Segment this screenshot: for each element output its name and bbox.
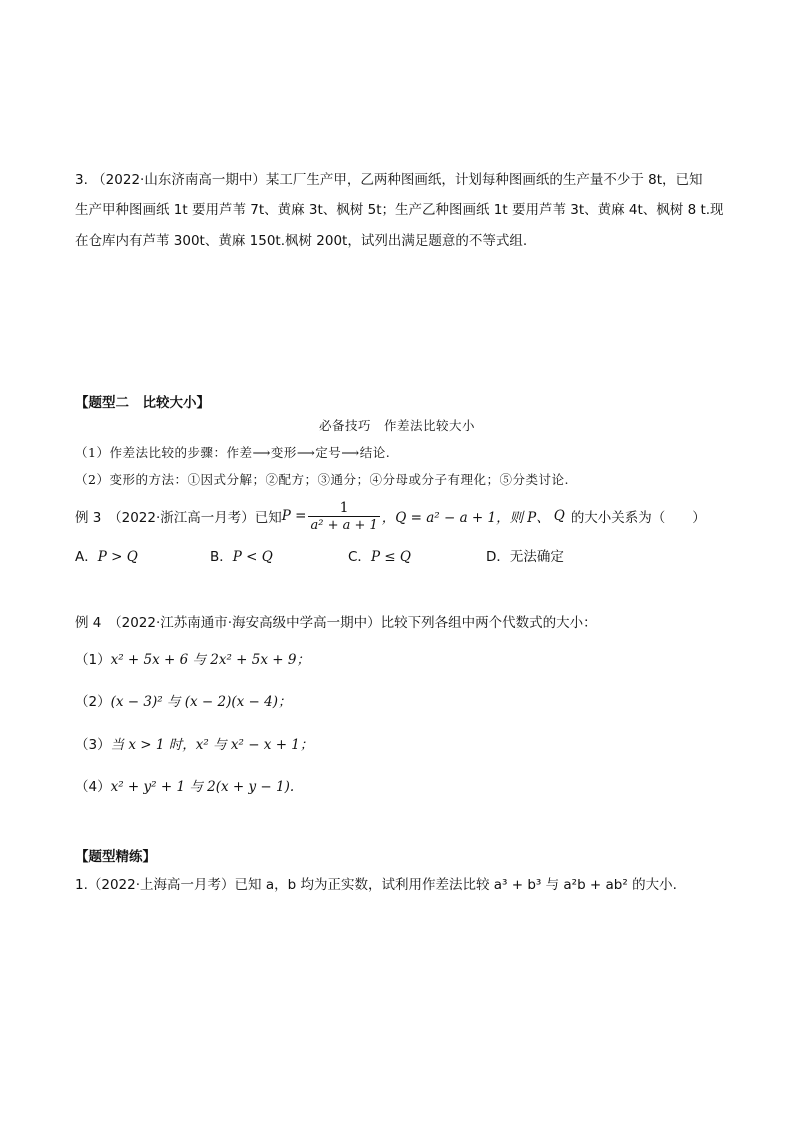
item-2-label: （2） [75,694,111,710]
item-1-label: （1） [75,652,111,668]
example-3-p-ref: P、 [527,510,550,526]
item-4-expr: x² + y² + 1 与 2(x + y − 1). [110,779,295,795]
option-a[interactable] [75,545,138,565]
option-b-expr: P < Q [232,549,273,565]
tip-title: 必备技巧 作差法比较大小 [318,418,475,433]
option-c[interactable] [348,545,411,565]
example-3-p-lhs: P = [281,508,307,524]
example-3-fraction [308,500,379,533]
example-4-item-2 [75,690,291,710]
tip-step-1: （1）作差法比较的步骤：作差⟶变形⟶定号⟶结论. [75,445,391,460]
section-title-compare: 【题型二 比较大小】 [75,395,210,411]
option-d-label: D． [486,549,510,565]
example-3-prefix: 例 3 （2022·浙江高一月考）已知 [75,510,282,526]
option-d-text: 无法确定 [509,549,564,565]
item-4-label: （4） [75,779,111,795]
fraction-numerator: 1 [339,499,349,516]
problem-3-line-3: 在仓库内有芦苇 300t、黄麻 150t.枫树 200t，试列出满足题意的不等式组. [75,233,528,249]
option-d[interactable] [486,545,564,565]
example-4-item-1 [75,648,310,668]
fraction-denominator: a² + a + 1 [310,517,378,533]
option-b-label: B． [210,549,233,565]
item-2-expr: (x − 3)² 与 (x − 2)(x − 4)； [110,694,292,710]
practice-problem-1: 1.（2022·上海高一月考）已知 a，b 均为正实数，试利用作差法比较 a³ + b³ 与 a²b + ab² 的大小. [75,877,677,893]
practice-title: 【题型精练】 [75,849,156,865]
tip-step-2: （2）变形的方法：①因式分解；②配方；③通分；④分母或分子有理化；⑤分类讨论. [75,472,569,487]
example-4-intro: 例 4 （2022·江苏南通市·海安高级中学高一期中）比较下列各组中两个代数式的大小： [75,615,597,631]
item-3-expr: 当 x > 1 时，x² 与 x² − x + 1； [110,737,314,753]
problem-3-line-2: 生产甲种图画纸 1t 要用芦苇 7t、黄麻 3t、枫树 5t；生产乙种图画纸 1t 要用芦苇 3t、黄麻 4t、枫树 8 t.现 [75,202,724,218]
example-4-item-3 [75,733,313,753]
example-3-q-expr: ，Q = a² − a + 1，则 [381,510,524,526]
option-a-label: A． [75,549,98,565]
option-c-label: C． [348,549,371,565]
example-3-q-ref: Q [553,508,565,524]
item-3-label: （3） [75,737,111,753]
example-3-question [75,494,706,538]
problem-3-line-1: 3. （2022·山东济南高一期中）某工厂生产甲，乙两种图画纸，计划每种图画纸的生产量不少于 8t，已知 [75,172,703,188]
option-c-expr: P ≤ Q [370,549,411,565]
item-1-expr: x² + 5x + 6 与 2x² + 5x + 9； [110,652,310,668]
option-b[interactable] [210,545,273,565]
example-3-suffix: 的大小关系为（ ） [570,510,706,526]
example-4-item-4 [75,775,294,795]
option-a-expr: P > Q [97,549,138,565]
